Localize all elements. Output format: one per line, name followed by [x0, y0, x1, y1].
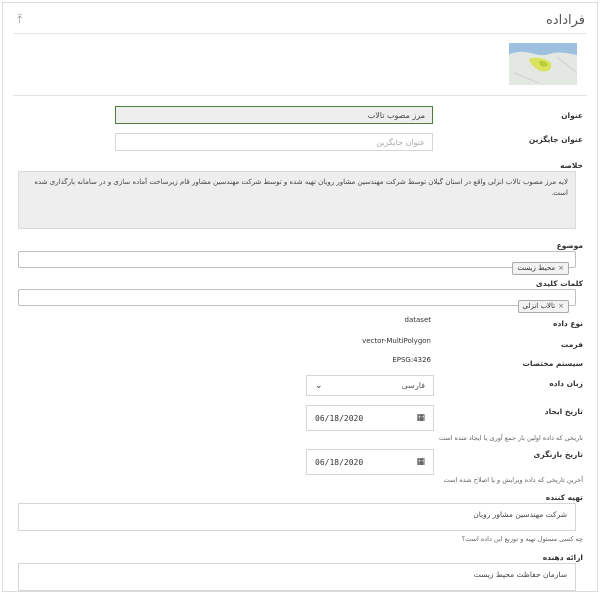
- abstract-textarea[interactable]: لایه مرز مصوب تالاب انزلی واقع در استان گیلان توسط شرکت مهندسین مشاور رویان تهیه شده و توسط شرکت مهندسین مشاور قام زیرساخت آماده سازی و در سامانه بارگذاری شده است.: [18, 171, 576, 229]
- alt-title-input[interactable]: عنوان جایگزین: [115, 133, 433, 151]
- updated-help-text: آخرین تاریخی که داده ویرایش و یا اصلاح شده است: [443, 476, 583, 484]
- alt-title-label: عنوان جایگزین: [528, 135, 583, 144]
- crs-value: EPSG:4326: [392, 356, 431, 364]
- language-label: زبان داده: [549, 379, 583, 388]
- producer-help-text: چه کسی مسئول تهیه و توزیع این داده است؟: [461, 535, 583, 543]
- provider-label: ارائه دهنده: [542, 553, 583, 562]
- calendar-icon[interactable]: ▦: [416, 413, 425, 423]
- language-select[interactable]: [306, 375, 434, 396]
- tag: [512, 262, 569, 275]
- divider: [13, 33, 587, 34]
- metadata-panel: [2, 2, 598, 592]
- panel-title: فراداده: [546, 13, 585, 28]
- topic-tag-input[interactable]: [18, 251, 576, 272]
- updated-date-value: 06/18/2020: [315, 457, 364, 467]
- format-value: vector-MultiPolygon: [362, 337, 431, 345]
- keywords-label: کلمات کلیدی: [535, 279, 583, 288]
- map-thumbnail-image: [509, 43, 577, 85]
- crs-label: سیستم مختصات: [522, 359, 583, 368]
- calendar-icon[interactable]: ▦: [416, 457, 425, 467]
- created-label: تاریخ ایجاد: [544, 407, 583, 416]
- tag-remove-icon[interactable]: ×: [558, 302, 564, 310]
- format-label: فرمت: [560, 340, 583, 349]
- language-value: فارسی: [401, 381, 425, 390]
- keywords-tag-input[interactable]: [18, 289, 576, 310]
- pin-icon[interactable]: ⤒: [17, 12, 23, 26]
- datatype-label: نوع داده: [553, 319, 583, 328]
- title-label: عنوان: [561, 111, 583, 120]
- provider-input[interactable]: سازمان حفاظت محیط زیست: [18, 563, 576, 591]
- tag-label: محیط زیست: [517, 264, 556, 272]
- divider: [13, 95, 587, 96]
- created-date-input[interactable]: [306, 405, 434, 431]
- abstract-label: خلاصه: [560, 161, 583, 170]
- map-thumbnail[interactable]: [509, 43, 577, 85]
- updated-label: تاریخ بازنگری: [533, 450, 583, 459]
- producer-label: تهیه کننده: [545, 493, 583, 502]
- tag-label: تالاب انزلی: [522, 302, 556, 310]
- created-help-text: تاریخی که داده اولین بار جمع آوری یا ایجاد شده است: [438, 434, 583, 442]
- tag: [518, 300, 570, 313]
- tag-remove-icon[interactable]: ×: [558, 264, 564, 272]
- created-date-value: 06/18/2020: [315, 413, 364, 423]
- producer-input[interactable]: شرکت مهندسین مشاور رویان: [18, 503, 576, 531]
- updated-date-input[interactable]: [306, 449, 434, 475]
- datatype-value: dataset: [404, 316, 431, 324]
- chevron-down-icon: ⌄: [315, 380, 323, 391]
- title-input[interactable]: مرز مصوب تالاب: [115, 106, 433, 124]
- topic-label: موضوع: [556, 241, 583, 250]
